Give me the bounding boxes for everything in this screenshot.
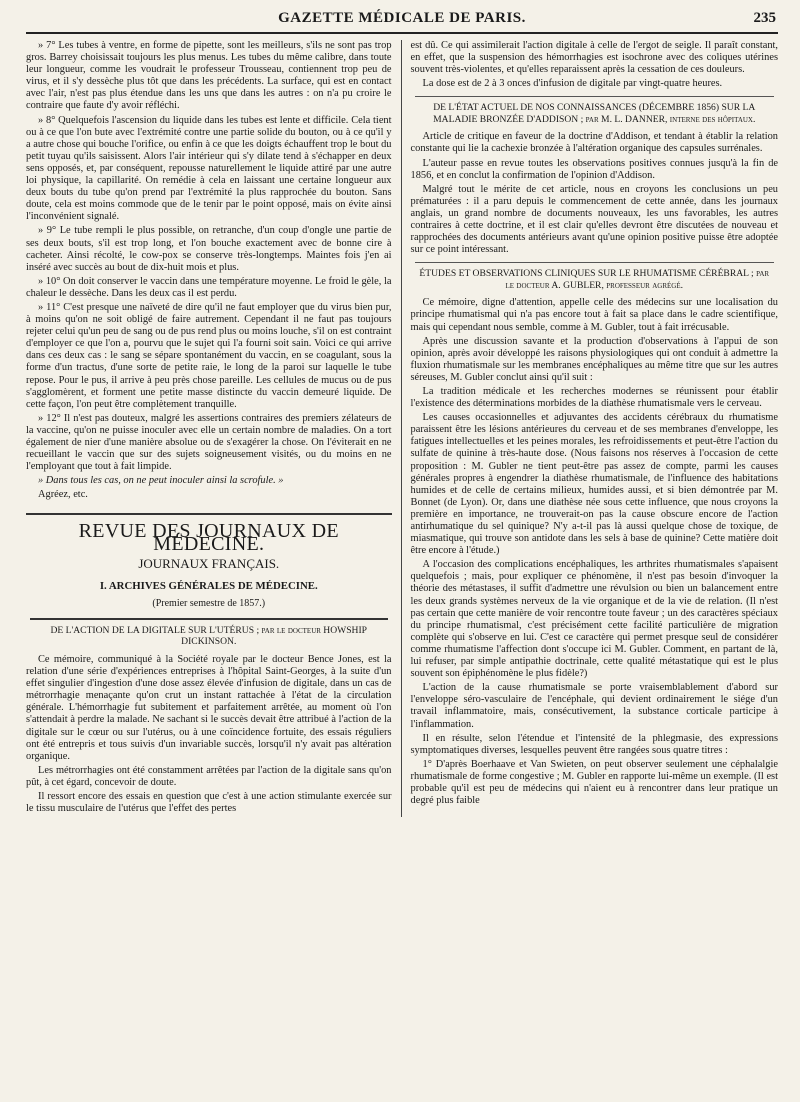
paragraph: L'action de la cause rhumatismale se porte vraisemblablement d'abord sur l'enveloppe séro-vasculaire de l'encéphale, qui devient ordinairement le siége d'un travail inflammatoire, mais, consécutivement, la substance corticale participe à l'inflammation.	[410, 682, 778, 730]
section-title: REVUE DES JOURNAUX DE MÉDECINE.	[26, 513, 392, 549]
paragraph: Il en résulte, selon l'étendue et l'intensité de la phlegmasie, des expressions symptomatiques diverses, lesquelles peuvent être rangées sous quatre titres :	[410, 732, 778, 756]
subsection-title: JOURNAUX FRANÇAIS.	[138, 555, 280, 571]
page-number: 235	[753, 10, 776, 26]
paragraph: La dose est de 2 à 3 onces d'infusion de digitale par vingt-quatre heures.	[422, 78, 723, 90]
paragraph: Ce mémoire, communiqué à la Société royale par le docteur Bence Jones, est la relation d'une série d'expériences entreprises à l'hôpital Saint-Georges, à la suite d'un effet singulier d'ingestion d'une dose assez élevée d'infusion de digitale, dans un cas de métrorrhagie menaçante qu'on crut un instant rattachée à l'état de la circulation générale. L'hémorrhagie fut subitement et parfaitement arrêtée, au moment où l'on s'attendait à perdre la malade. Ne sachant si le succès devait être attribué à l'action de la digitale sur le cœur ou sur l'utérus, ou à une coïncidence fortuite, des essais réguliers ont été entrepris et tous suivis d'un invariable succès, lorsqu'il n'y avait pas altération organique.	[26, 653, 392, 762]
semester-note: (Premier semestre de 1857.)	[152, 597, 266, 609]
paragraph: Ce mémoire, digne d'attention, appelle celle des médecins sur une localisation du principe rhumatismal qui n'a pas encore tout à fait sa place dans le cadre scientifique, mais qui cependant nous semble, comme à M. Gubler, tout à fait irrécusable.	[410, 297, 778, 333]
article-heading: DE L'ACTION DE LA DIGITALE SUR L'UTÉRUS ; par le docteur HOWSHIP DICKINSON.	[30, 618, 388, 648]
paragraph: La tradition médicale et les recherches modernes se réunissent pour établir l'existence des déterminations morbides de la diathèse rhumatismale vers le cerveau.	[410, 385, 778, 410]
paragraph: » 12° Il n'est pas douteux, malgré les assertions contraires des premiers zélateurs de la vaccine, qu'on ne puisse inoculer avec elle un certain nombre de maladies. On a tort également de nier d'une manière absolue ou de s'exagérer la chose. On l'éviterait en ne recueillant le vaccin que sur des sujets soigneusement visités, ou du moins en ne l'employant que tout à fait limpide.	[26, 412, 392, 473]
article-heading: ÉTUDES ET OBSERVATIONS CLINIQUES SUR LE RHUMATISME CÉRÉBRAL ; par le docteur A. GUBLER, professeur agrégé.	[415, 262, 774, 291]
paragraph: » 11° C'est presque une naïveté de dire qu'il ne faut employer que du virus bien pur, à moins qu'on ne soit obligé de faire autrement. Cependant il ne faut pas toujours rejeter celui qu'un peu de sang ou de pus rend plus ou moins louche, s'il on est contraint d'employer ce que l'on a, pourvu que le sujet qui l'a fourni soit sain. Voici ce qui arrive dans ces deux cas : le sang se sépare spontanément du vaccin, en se coagulant, sous la forme d'un tractus, d'une sorte de petite raie, le long de la paroi sur laquelle le tube repose. Pour le pus, il arrive à peu près chose pareille. Les cellules de mucus ou de pus s'agglomèrent, et forment une petite masse distincte du vaccin demeuré liquide. De cette façon, l'on peut être complètement tranquille.	[26, 301, 392, 410]
left-column	[26, 40, 402, 817]
paragraph: » 9° Le tube rempli le plus possible, on retranche, d'un coup d'ongle une partie de ses deux bouts, s'il est trop long, et l'on bouche exactement avec de bonne cire à cacheter. Ainsi récolté, le cow-pox se conserve très-longtemps. Maintes fois j'en ai inséré avec succès au bout de dix-huit mois et plus.	[26, 225, 392, 273]
paragraph: » Dans tous les cas, on ne peut inoculer ainsi la scrofule. »	[38, 475, 284, 487]
paragraph: Les métrorrhagies ont été constamment arrêtées par l'action de la digitale sans qu'on pût, à cet égard, concevoir de doute.	[26, 764, 392, 788]
right-column	[402, 40, 778, 817]
two-column-body	[26, 40, 778, 817]
paragraph: 1° D'après Boerhaave et Van Swieten, on peut observer seulement une céphalalgie rhumatismale de forme congestive ; M. Gubler en rapporte lui-même un exemple. (Il est probable qu'il est peu de médecins qui n'aient eu à rencontrer dans leur pratique un degré plus faible	[410, 758, 778, 807]
article-heading: DE L'ÉTAT ACTUEL DE NOS CONNAISSANCES (DÉCEMBRE 1856) SUR LA MALADIE BRONZÉE D'ADDISON ; par M. L. DANNER, interne des hôpitaux.	[415, 96, 774, 125]
paragraph: Agréez, etc.	[38, 489, 88, 501]
paragraph: Après une discussion savante et la production d'observations à l'appui de son opinion, après avoir développé les raisons physiologiques qui ont conduit à admettre la fluxion rhumatismale sur les membranes encéphaliques au même titre que sur les autres séreuses, M. Gubler conclut ainsi qu'il suit :	[410, 335, 778, 383]
paragraph: A l'occasion des complications encéphaliques, les arthrites rhumatismales s'apaisent quelquefois ; mais, pour expliquer ce phénomène, il n'est pas besoin d'invoquer la théorie des métastases, il suffit d'admettre une révulsion ou bien un balancement entre les deux grands systèmes nerveux de la vie organique et de la vie de relation. (Il n'est pas certain que cette manière de voir rencontre toute faveur ; un des caractères spéciaux du principe rhumatismal, c'est précisément cette facilité particulière de migration complète qui s'observe en lui. C'est ce caractère qui permet presque seul de considérer comme rhumatisme l'affection dont s'occupe ici M. Gubler. Comment, en partant de là, lui refuser, par simple antipathie doctrinale, cette qualité métastatique qui est le plus souvent son épiphénomène le plus fidèle?)	[410, 559, 778, 680]
journal-title: GAZETTE MÉDICALE DE PARIS.	[278, 10, 526, 26]
paragraph: » 7° Les tubes à ventre, en forme de pipette, sont les meilleurs, s'ils ne sont pas trop gros. Barrey choisissait toujours les plus menus. Les tubes du même calibre, dans toute leur longueur, comme les voudrait le professeur Trousseau, contiennent trop peu de virus, et il s'y dessèche plus tôt que dans les précédents. La surface, qui est en contact avec l'air, n'est pas plus étendue dans les uns que dans les autres : on n'a pu croire le contraire que faute d'y avoir réfléchi.	[26, 40, 392, 112]
paragraph: Les causes occasionnelles et adjuvantes des accidents cérébraux du rhumatisme paraissent être les lésions antérieures du cerveau et de ses membranes d'enveloppe, les fatigues intellectuelles et les peines morales, les refroidissements et peut-être l'action du sulfate de quinine à très-haute dose. (Nous faisons nos réserves à l'occasion de cette proposition : M. Gubler ne tient peut-être pas assez de compte, parmi les causes générales propres à engendrer la diathèse rhumatismale, de l'influence des habitations humides et de celle de certains milieux, humides aussi, et si bien démontrée par M. Bonnet (de Lyon). Or, dans une diathèse née sous cette influence, que nous croyons la première en importance, ne trouverait-on pas la cause obscure encore de l'action antirhumatique du sel quinique? N'y a-t-il pas là aussi quelque chose de toxique, de miasmatique, qui trouve son antidote dans les sels à base de quinine? Cette matière doit être encore à l'étude.)	[410, 412, 778, 557]
page-header	[26, 10, 778, 34]
journal-heading: I. ARCHIVES GÉNÉRALES DE MÉDECINE.	[99, 579, 318, 592]
paragraph: » 10° On doit conserver le vaccin dans une température moyenne. Le froid le gèle, la chaleur le dessèche. Dans les deux cas il est perdu.	[26, 275, 392, 299]
paragraph: est dû. Ce qui assimilerait l'action digitale à celle de l'ergot de seigle. Il paraît constant, en effet, que la suspension des hémorrhagies est isochrone avec des coliques utérines souvent très-violentes, et qu'elles reparaissent après la cessation de ces douleurs.	[410, 40, 778, 76]
paragraph: L'auteur passe en revue toutes les observations positives connues jusqu'à la fin de 1856, et en conclut la confirmation de l'opinion d'Addison.	[410, 157, 778, 181]
paragraph: Malgré tout le mérite de cet article, nous en croyons les conclusions un peu prématurées : il a paru depuis le commencement de cette année, dans les journaux anglais, un grand nombre de documents nouveaux, les uns favorables, les autres contraires à cette doctrine, et il est clair qu'elles devront être discutées de nouveau et rapprochées des documents antérieurs avant qu'une opinion positive puisse être adoptée sur ce point intéressant.	[410, 183, 778, 256]
paragraph: Article de critique en faveur de la doctrine d'Addison, et tendant à établir la relation constante qui lie la cachexie bronzée à l'altération organique des capsules surrénales.	[410, 131, 778, 155]
paragraph: » 8° Quelquefois l'ascension du liquide dans les tubes est lente et difficile. Cela tient ou à ce que l'on bute avec l'extrémité contre une partie solide du bouton, ou à ce qu'il y a autre chose qui bouche l'orifice, ou enfin à ce que les doigts échauffent trop le bout du petit tuyau qu'ils saisissent. Alors l'air intérieur qui s'y dilate tend à s'échapper en deux sens opposés, et, par conséquent, repousse naturellement le liquide attiré par une autre loi physique, la capillarité. On remédie à cela en laissant une certaine longueur aux deux bouts du tube qu'on prend par l'extrémité la plus rapprochée du bouton. Sans doute, cela est moins commode que de le tenir par le point opposé, mais on évite ainsi l'inconvénient signalé.	[26, 114, 392, 223]
paragraph: Il ressort encore des essais en question que c'est à une action stimulante exercée sur le tissu musculaire de l'utérus que l'effet des pertes	[26, 790, 392, 815]
